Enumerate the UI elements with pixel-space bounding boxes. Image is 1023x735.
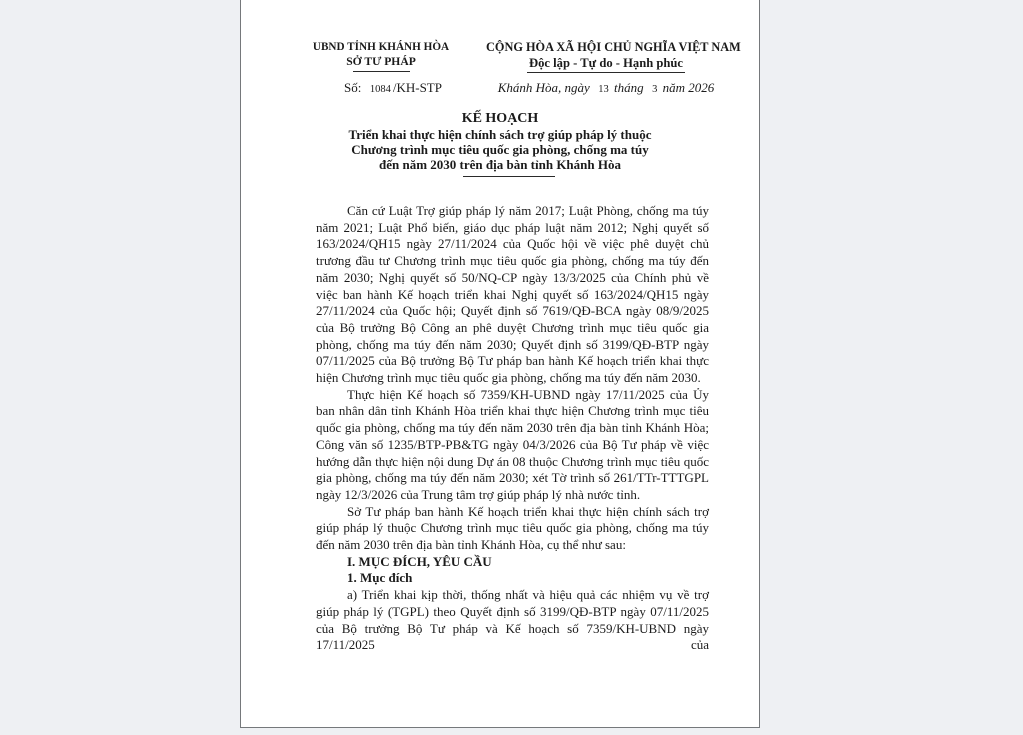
national-name-line: CỘNG HÒA XÃ HỘI CHỦ NGHĨA VIỆT NAM bbox=[486, 40, 741, 54]
date-month-label: tháng bbox=[614, 80, 644, 95]
document-kind-heading: KẾ HOẠCH bbox=[461, 111, 539, 126]
document-number-label: Số: bbox=[344, 80, 362, 95]
title-separator-rule bbox=[463, 176, 555, 177]
document-title-line-3: đến năm 2030 trên địa bàn tỉnh Khánh Hòa bbox=[378, 157, 621, 172]
document-title-line-1: Triển khai thực hiện chính sách trợ giúp pháp lý thuộc bbox=[348, 127, 652, 142]
paragraph-purpose-item-a: a) Triển khai kịp thời, thống nhất và hiệu quả các nhiệm vụ về trợ giúp pháp lý (TGPL) theo Quyết định số 3199/QĐ-BTP ngày 07/11/2025 của Bộ trưởng Bộ Tư pháp và Kế hoạch số 7359/KH-UBND ngày 17/11/2025 của bbox=[316, 587, 709, 653]
national-motto-block bbox=[486, 40, 741, 98]
subsection-heading-purpose: 1. Mục đích bbox=[347, 570, 413, 586]
paragraph-implementation-basis: Thực hiện Kế hoạch số 7359/KH-UBND ngày 17/11/2025 của Ủy ban nhân dân tỉnh Khánh Hòa triển khai thực hiện Chương trình mục tiêu quốc gia phòng, chống ma túy đến năm 2030 trên địa bàn tỉnh Khánh Hòa; Công văn số 1235/BTP-PB&TG ngày 04/3/2026 của Bộ Tư pháp về việc hướng dẫn thực hiện nội dung Dự án 08 thuộc Chương trình mục tiêu quốc gia phòng, chống ma túy đến năm 2030; xét Tờ trình số 261/TTr-TTTGPL ngày 12/3/2026 của Trung tâm trợ giúp pháp lý nhà nước tỉnh. bbox=[316, 386, 709, 502]
document-body bbox=[316, 203, 709, 654]
date-year-label: năm 2026 bbox=[662, 80, 715, 95]
place-date-line bbox=[486, 81, 726, 98]
section-heading-purpose-requirements: I. MỤC ĐÍCH, YÊU CẦU bbox=[347, 553, 492, 569]
document-number-value: 1084 bbox=[369, 84, 391, 95]
date-place-prefix: Khánh Hòa, ngày bbox=[497, 80, 590, 95]
national-motto-line: Độc lập - Tự do - Hạnh phúc bbox=[529, 55, 683, 70]
document-title-line-2: Chương trình mục tiêu quốc gia phòng, chống ma túy bbox=[351, 142, 649, 157]
date-day-value: 13 bbox=[598, 84, 609, 95]
motto-underline-rule bbox=[527, 72, 685, 73]
issuer-agency-name: SỞ TƯ PHÁP bbox=[346, 55, 416, 68]
date-month-value: 3 bbox=[652, 84, 658, 95]
document-number-line bbox=[283, 81, 503, 97]
issuer-parent-agency: UBND TỈNH KHÁNH HÒA bbox=[312, 41, 450, 53]
issuer-block bbox=[271, 40, 491, 97]
issuer-underline-rule bbox=[353, 71, 410, 72]
document-page bbox=[240, 0, 760, 728]
document-number-suffix: /KH-STP bbox=[392, 80, 442, 95]
paragraph-legal-basis: Căn cứ Luật Trợ giúp pháp lý năm 2017; Luật Phòng, chống ma túy năm 2021; Luật Phổ biến, giáo dục pháp luật năm 2012; Nghị quyết số 163/2024/QH15 ngày 27/11/2024 của Quốc hội về việc phê duyệt chủ trương đầu tư Chương trình mục tiêu quốc gia phòng, chống ma túy đến năm 2030; Nghị quyết số 50/NQ-CP ngày 13/3/2025 của Chính phủ về việc ban hành Kế hoạch triển khai Nghị quyết số 163/2024/QH15 ngày 27/11/2024 của Quốc hội; Quyết định số 7619/QĐ-BCA ngày 08/9/2025 của Bộ trưởng Bộ Công an phê duyệt Chương trình mục tiêu quốc gia phòng, chống ma túy đến năm 2030; Quyết định số 3199/QĐ-BTP ngày 07/11/2025 của Bộ trưởng Bộ Tư pháp ban hành Kế hoạch triển khai thực hiện Chương trình mục tiêu quốc gia phòng, chống ma túy đến năm 2030. bbox=[316, 203, 709, 386]
paragraph-issuance-statement: Sở Tư pháp ban hành Kế hoạch triển khai thực hiện chính sách trợ giúp pháp lý thuộc Chương trình mục tiêu quốc gia phòng, chống ma túy đến năm 2030 trên địa bàn tỉnh Khánh Hòa, cụ thể như sau: bbox=[316, 503, 709, 553]
document-title-block bbox=[241, 111, 759, 177]
